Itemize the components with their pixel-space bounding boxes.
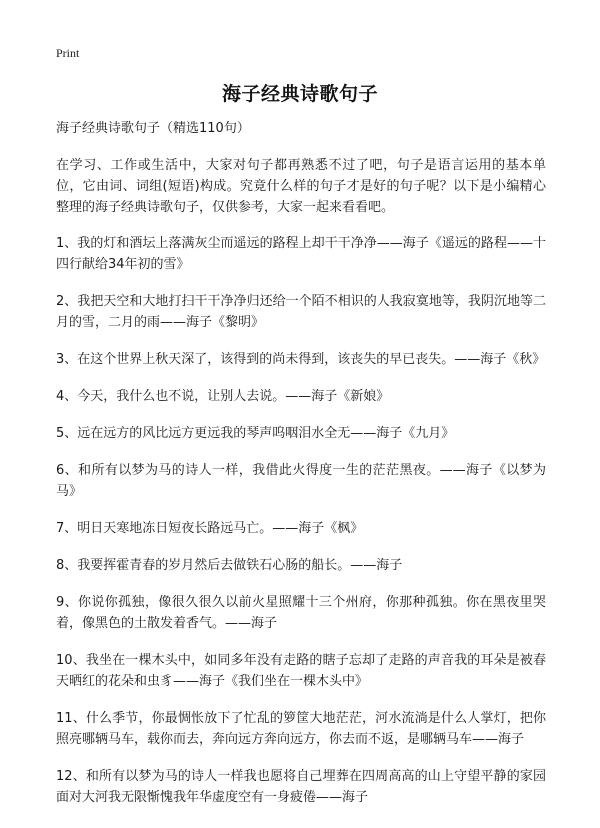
quote-item: 4、今天，我什么也不说，让别人去说。——海子《新娘》 [56, 389, 390, 404]
quote-item: 3、在这个世界上秋天深了，该得到的尚未得到，该丧失的早已丧失。——海子《秋》 [56, 352, 546, 367]
quote-item: 1、我的灯和酒坛上落满灰尘而遥远的路程上却干干净净——海子《遥远的路程——十四行献给34年初的雪》 [56, 236, 546, 272]
quote-item: 12、和所有以梦为马的诗人一样我也愿将自己埋葬在四周高高的山上守望平静的家园面对大河我无限惭愧我年华虚度空有一身疲倦——海子 [56, 769, 546, 805]
quote-item: 8、我要挥霍青春的岁月然后去做铁石心肠的船长。——海子 [56, 558, 403, 573]
quote-item: 6、和所有以梦为马的诗人一样，我借此火得度一生的茫茫黑夜。——海子《以梦为马》 [56, 463, 546, 499]
quote-item: 2、我把天空和大地打扫干干净净归还给一个陌不相识的人我寂寞地等，我阴沉地等二月的雪，二月的雨——海子《黎明》 [56, 294, 546, 330]
intro-paragraph: 在学习、工作或生活中，大家对句子都再熟悉不过了吧，句子是语言运用的基本单位，它由词、词组(短语)构成。究竟什么样的句子才是好的句子呢？以下是小编精心整理的海子经典诗歌句子，仅供参考，大家一起来看看吧。 [56, 158, 546, 215]
page-title: 海子经典诗歌句子 [221, 83, 378, 105]
document-body [56, 118, 546, 824]
document-subtitle: 海子经典诗歌句子（精选110句） [56, 121, 250, 136]
quote-item: 11、什么季节，你最惆怅放下了忙乱的箩筐大地茫茫，河水流淌是什么人掌灯，把你照亮哪辆马车，载你而去，奔向远方奔向远方，你去而不返，是哪辆马车——海子 [56, 711, 546, 747]
quote-item: 5、远在远方的风比远方更远我的琴声呜咽泪水全无——海子《九月》 [56, 426, 455, 441]
quote-item: 9、你说你孤独，像很久很久以前火星照耀十三个州府，你那种孤独。你在黑夜里哭着，像黑色的土散发着香气。——海子 [56, 595, 546, 631]
print-label: Print [56, 46, 80, 60]
quote-item: 10、我坐在一棵木头中，如同多年没有走路的瞎子忘却了走路的声音我的耳朵是被春天晒红的花朵和虫豸——海子《我们坐在一棵木头中》 [56, 653, 546, 689]
quote-item: 7、明日天寒地冻日短夜长路远马亡。——海子《枫》 [56, 521, 364, 536]
